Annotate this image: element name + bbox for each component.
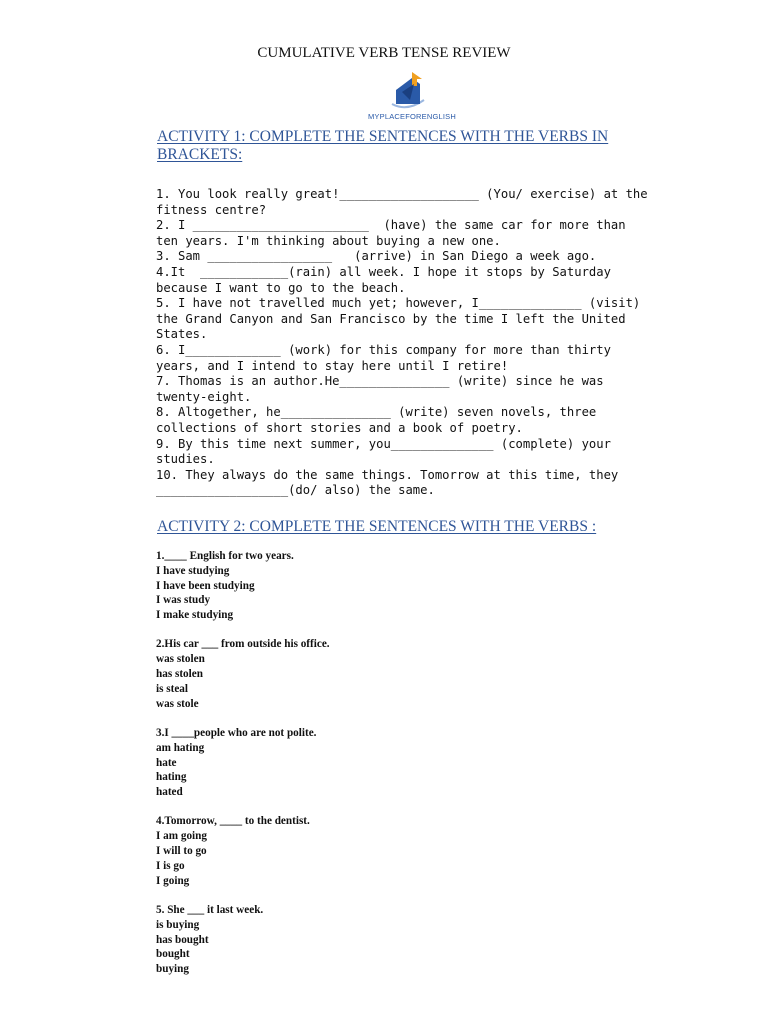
answer-option: I have studying	[156, 564, 230, 577]
answer-option: I have been studying	[156, 579, 255, 592]
activity1-heading-line1: ACTIVITY 1: COMPLETE THE SENTENCES WITH THE VERBS IN	[157, 128, 609, 145]
answer-option: was stole	[156, 697, 199, 710]
activity2-heading	[157, 518, 657, 536]
activity2-questions	[156, 549, 556, 991]
answer-option: I is go	[156, 859, 185, 872]
answer-option: has bought	[156, 933, 209, 946]
sentence-line: twenty-eight.	[156, 389, 252, 404]
answer-option: buying	[156, 963, 189, 976]
sentence-line: 9. By this time next summer, you______________ (complete) your	[156, 436, 611, 451]
house-arrow-icon	[362, 70, 462, 114]
question-block	[156, 903, 556, 977]
question-block	[156, 549, 556, 623]
answer-option: is buying	[156, 918, 200, 931]
sentence-line: States.	[156, 327, 208, 342]
answer-option: I make studying	[156, 609, 234, 622]
activity1-heading-line2: BRACKETS:	[157, 146, 243, 163]
question-block	[156, 637, 556, 711]
answer-option: hated	[156, 786, 183, 799]
sentence-line: 8. Altogether, he_______________ (write) seven novels, three	[156, 405, 597, 420]
sentence-line: because I want to go to the beach.	[156, 280, 406, 295]
answer-option: I was study	[156, 594, 211, 607]
sentence-line: 10. They always do the same things. Tomorrow at this time, they	[156, 467, 619, 482]
sentence-line: 2. I ________________________ (have) the same car for more than	[156, 218, 626, 233]
question-prompt: 5. She ___ it last week.	[156, 903, 264, 916]
answer-option: was stolen	[156, 653, 205, 666]
sentence-line: fitness centre?	[156, 202, 267, 217]
activity2-heading-text: ACTIVITY 2: COMPLETE THE SENTENCES WITH THE VERBS :	[157, 518, 597, 535]
sentence-line: 4.It ____________(rain) all week. I hope it stops by Saturday	[156, 264, 611, 279]
logo	[362, 70, 482, 124]
answer-option: hate	[156, 756, 177, 769]
activity1-sentences	[156, 187, 656, 499]
answer-option: I going	[156, 874, 190, 887]
answer-option: bought	[156, 948, 190, 961]
answer-option: I am going	[156, 830, 207, 843]
sentence-line: 7. Thomas is an author.He_______________ (write) since he was	[156, 374, 604, 389]
question-block	[156, 726, 556, 800]
answer-option: hating	[156, 771, 187, 784]
question-block	[156, 814, 556, 888]
sentence-line: 3. Sam _________________ (arrive) in San Diego a week ago.	[156, 249, 597, 264]
sentence-line: 1. You look really great!___________________ (You/ exercise) at the	[156, 187, 648, 201]
answer-option: is steal	[156, 682, 189, 695]
question-prompt: 1.____ English for two years.	[156, 550, 294, 562]
sentence-line: collections of short stories and a book of poetry.	[156, 420, 523, 435]
sentence-line: 5. I have not travelled much yet; however, I______________ (visit)	[156, 296, 641, 311]
sentence-line: studies.	[156, 452, 215, 467]
question-prompt: 4.Tomorrow, ____ to the dentist.	[156, 815, 310, 828]
answer-option: I will to go	[156, 845, 207, 858]
question-prompt: 2.His car ___ from outside his office.	[156, 638, 330, 651]
sentence-line: 6. I_____________ (work) for this company for more than thirty	[156, 342, 611, 357]
question-prompt: 3.I ____people who are not polite.	[156, 726, 317, 739]
sentence-line: ten years. I'm thinking about buying a new one.	[156, 233, 501, 248]
answer-option: has stolen	[156, 668, 203, 681]
sentence-line: the Grand Canyon and San Francisco by the time I left the United	[156, 311, 626, 326]
logo-text: MYPLACEFORENGLISH	[367, 112, 456, 121]
sentence-line: years, and I intend to stay here until I retire!	[156, 358, 509, 373]
answer-option: am hating	[156, 741, 205, 754]
sentence-line: __________________(do/ also) the same.	[156, 483, 435, 498]
page-title: CUMULATIVE VERB TENSE REVIEW	[257, 45, 511, 61]
activity1-heading	[157, 128, 657, 164]
